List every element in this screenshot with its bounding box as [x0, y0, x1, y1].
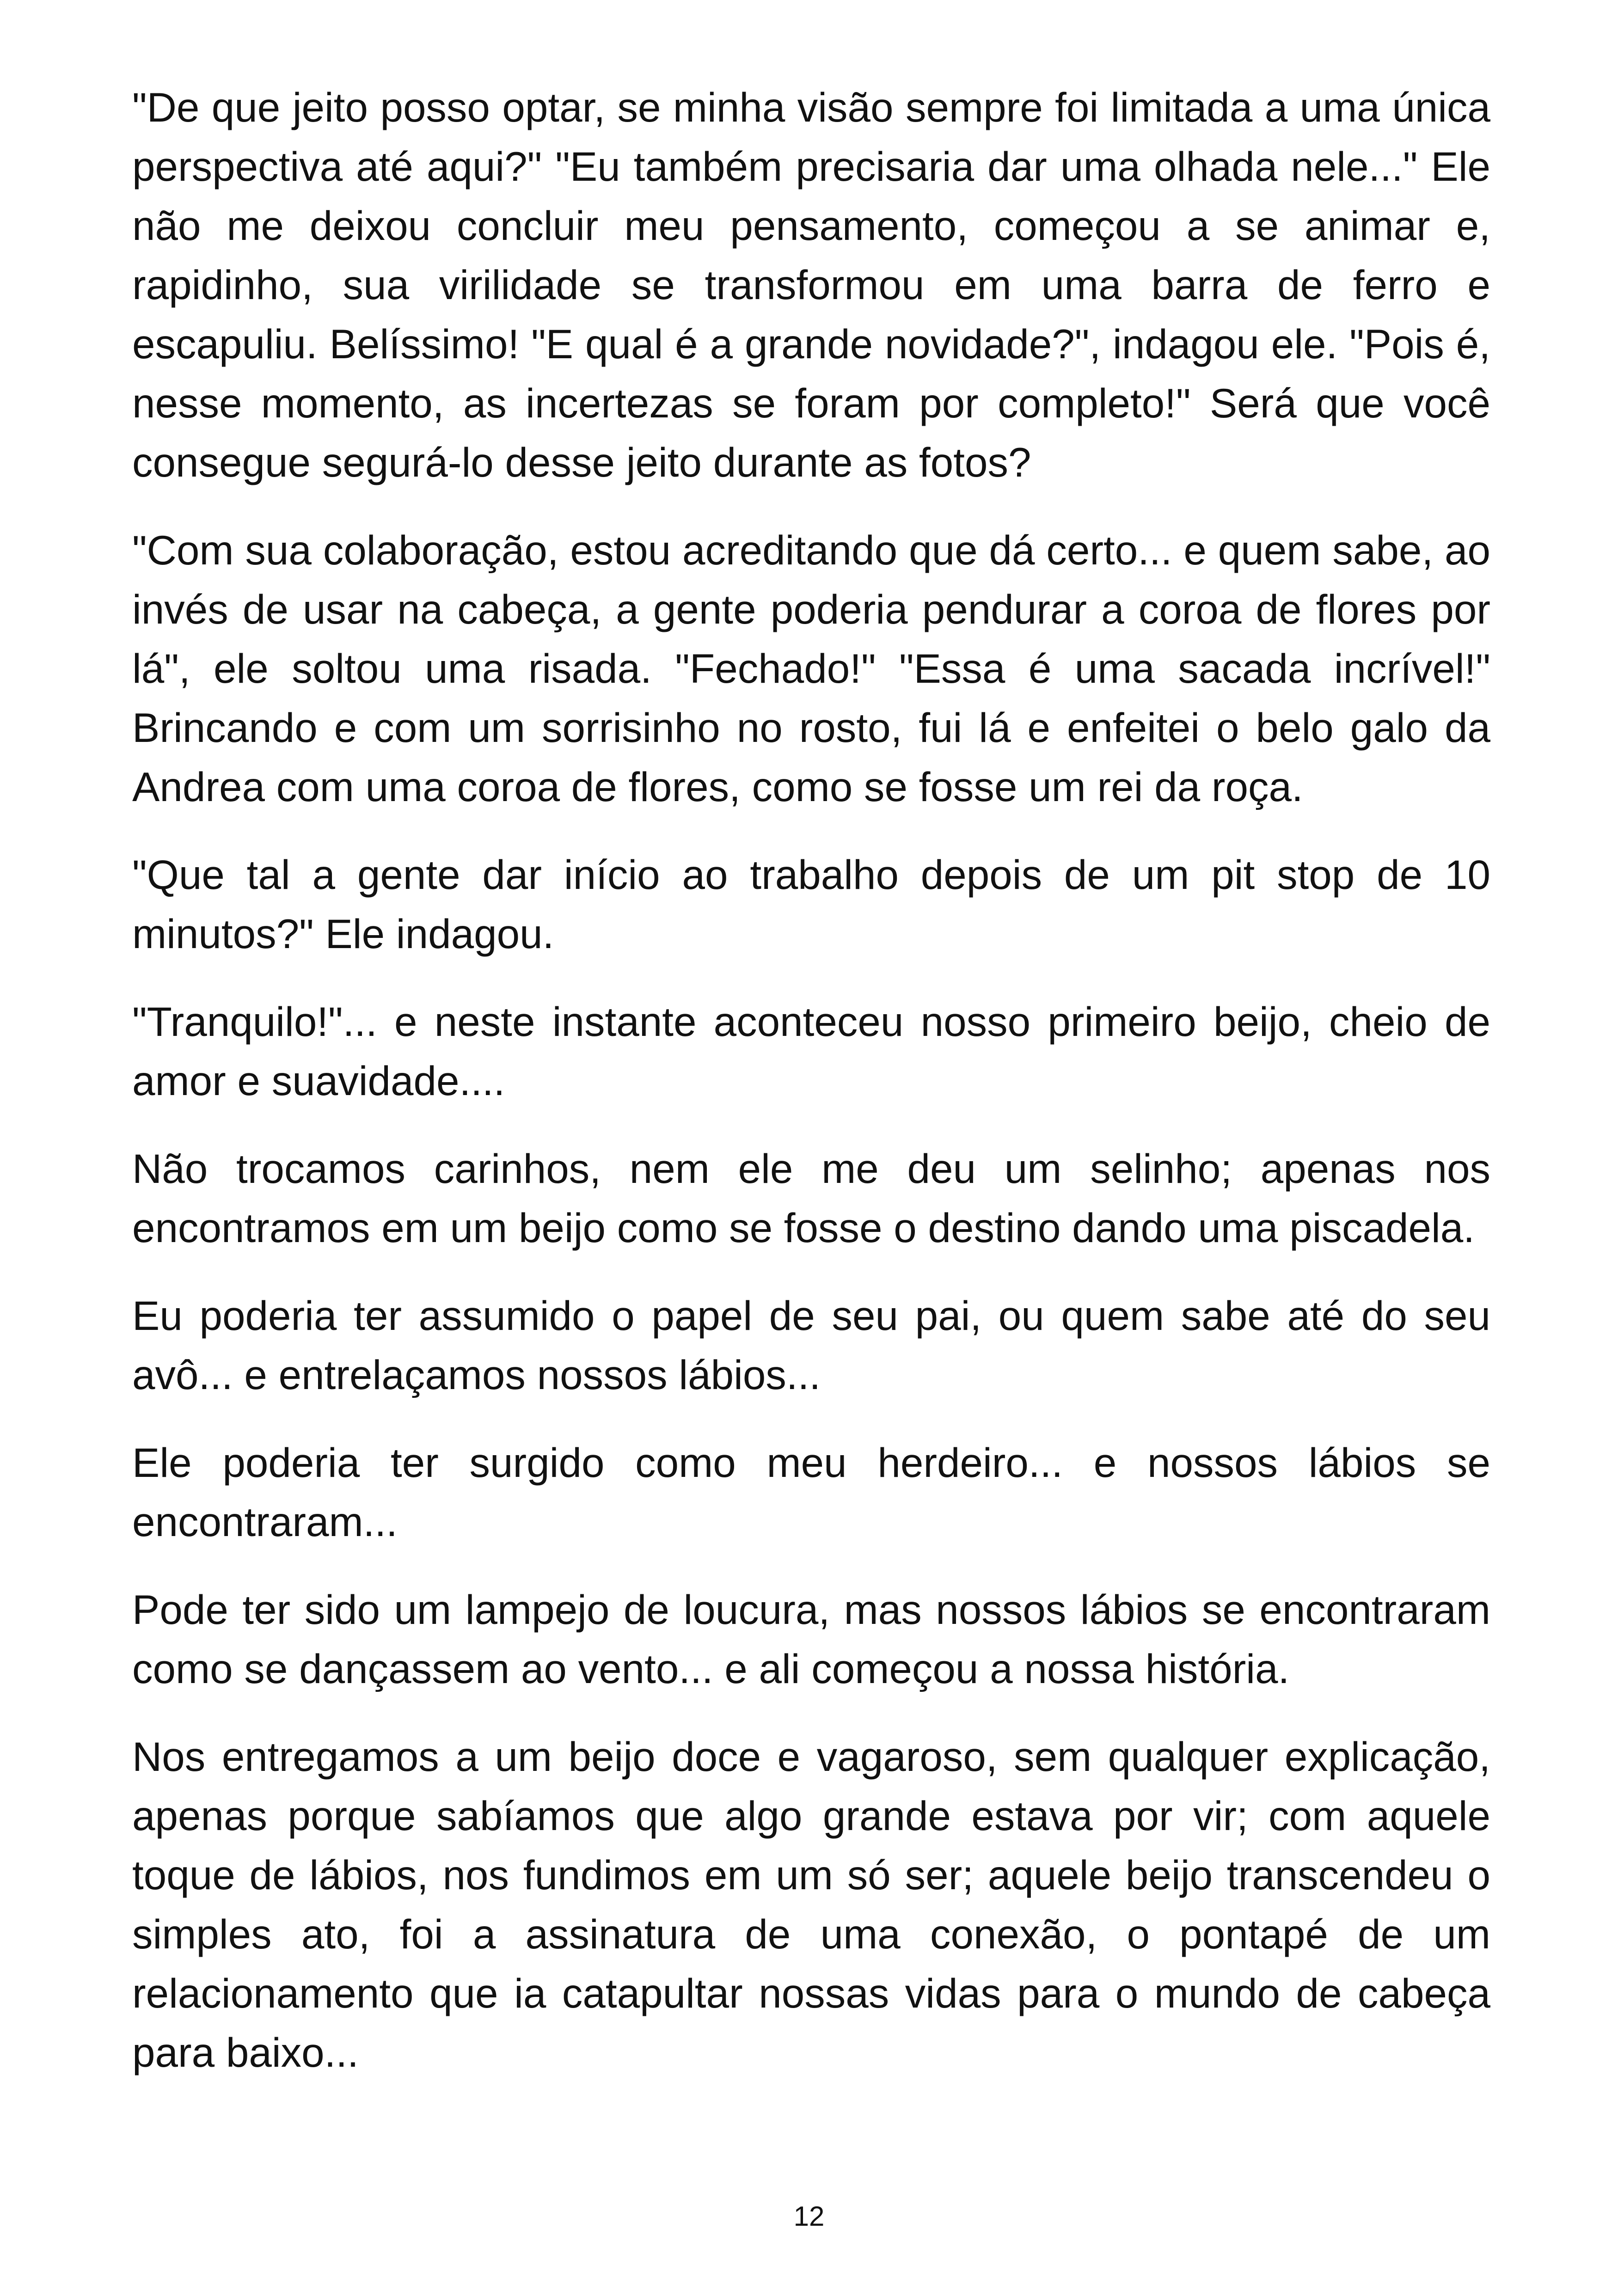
paragraph-9: Nos entregamos a um beijo doce e vagaroso, sem qualquer explicação, apenas porque sabíamos que algo grande estava por vir; com aquele toque de lábios, nos fundimos em um só ser; aquele beijo transcendeu o simples ato, foi a assinatura de uma conexão, o pontapé de um relacionamento que ia catapultar nossas vidas para o mundo de cabeça para baixo...: [132, 1733, 1490, 2076]
paragraph-5: Não trocamos carinhos, nem ele me deu um selinho; apenas nos encontramos em um beijo como se fosse o destino dando uma piscadela.: [132, 1145, 1490, 1251]
paragraph-2: "Com sua colaboração, estou acreditando que dá certo... e quem sabe, ao invés de usar na cabeça, a gente poderia pendurar a coroa de flores por lá", ele soltou uma risada. "Fechado!" "Essa é uma sacada incrível!" Brincando e com um sorrisinho no rosto, fui lá e enfeitei o belo galo da Andrea com uma coroa de flores, como se fosse um rei da roça.: [132, 527, 1490, 810]
paragraph-8: Pode ter sido um lampejo de loucura, mas nossos lábios se encontraram como se dançassem ao vento... e ali começou a nossa história.: [132, 1586, 1490, 1692]
paragraph-3: "Que tal a gente dar início ao trabalho depois de um pit stop de 10 minutos?" Ele indagou.: [132, 851, 1490, 957]
page-body: [132, 78, 1490, 2111]
page-number: 12: [793, 2201, 825, 2232]
paragraph-6: Eu poderia ter assumido o papel de seu pai, ou quem sabe até do seu avô... e entrelaçamos nossos lábios...: [132, 1292, 1490, 1398]
paragraph-7: Ele poderia ter surgido como meu herdeiro... e nossos lábios se encontraram...: [132, 1439, 1490, 1545]
paragraph-1: "De que jeito posso optar, se minha visão sempre foi limitada a uma única perspectiva até aqui?" "Eu também precisaria dar uma olhada nele..." Ele não me deixou concluir meu pensamento, começou a se animar e, rapidinho, sua virilidade se transformou em uma barra de ferro e escapuliu. Belíssimo! "E qual é a grande novidade?", indagou ele. "Pois é, nesse momento, as incertezas se foram por completo!" Será que você consegue segurá-lo desse jeito durante as fotos?: [132, 84, 1490, 485]
paragraph-4: "Tranquilo!"... e neste instante aconteceu nosso primeiro beijo, cheio de amor e suavidade....: [132, 998, 1490, 1104]
